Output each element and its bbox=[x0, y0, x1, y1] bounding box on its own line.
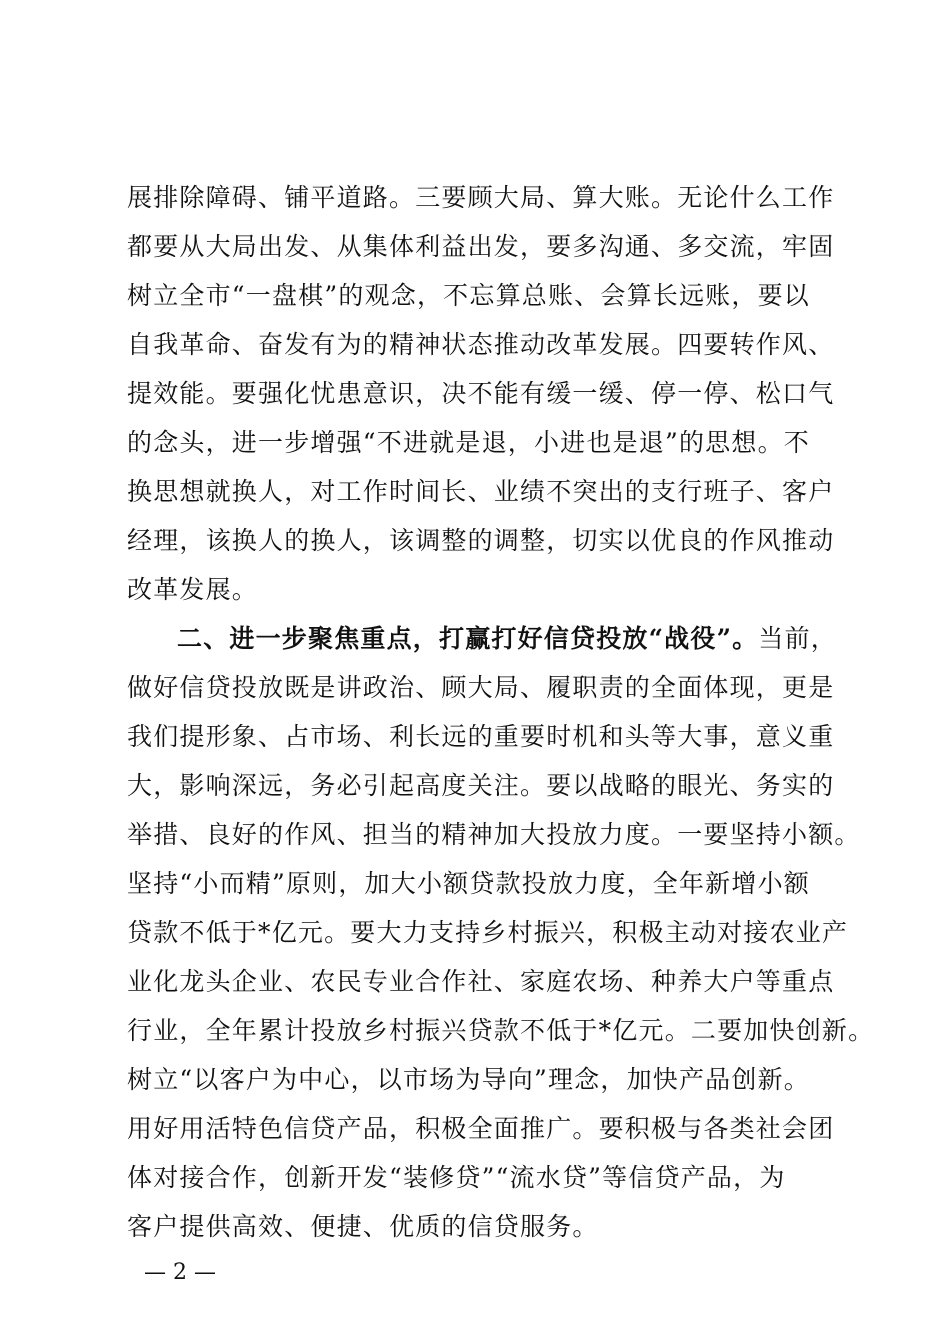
paragraph-line: 的念头，进一步增强“不进就是退，小进也是退”的思想。不 bbox=[127, 428, 810, 457]
page-number: — 2 — bbox=[144, 1260, 216, 1285]
paragraph-line: 客户提供高效、便捷、优质的信贷服务。 bbox=[127, 1212, 599, 1241]
paragraph-line: 提效能。要强化忧患意识，决不能有缓一缓、停一停、松口气 bbox=[127, 379, 835, 408]
paragraph-line: 坚持“小而精”原则，加大小额贷款投放力度，全年新增小额 bbox=[127, 869, 810, 898]
paragraph-line: 换思想就换人，对工作时间长、业绩不突出的支行班子、客户 bbox=[127, 477, 835, 506]
paragraph-line: 自我革命、奋发有为的精神状态推动改革发展。四要转作风、 bbox=[127, 330, 835, 359]
section-heading: 二、进一步聚焦重点，打赢打好信贷投放“战役”。 bbox=[177, 624, 759, 653]
paragraph-line: 做好信贷投放既是讲政治、顾大局、履职责的全面体现，更是 bbox=[127, 673, 835, 702]
paragraph-line: 改革发展。 bbox=[127, 575, 259, 604]
paragraph-line: 经理，该换人的换人，该调整的调整，切实以优良的作风推动 bbox=[127, 526, 835, 555]
section-heading-line bbox=[177, 621, 837, 657]
paragraph-line: 贷款不低于*亿元。要大力支持乡村振兴，积极主动对接农业产 bbox=[127, 918, 849, 947]
paragraph-line: 业化龙头企业、农民专业合作社、家庭农场、种养大户等重点 bbox=[127, 967, 835, 996]
paragraph-line: 树立“以客户为中心，以市场为导向”理念，加快产品创新。 bbox=[127, 1065, 810, 1094]
paragraph-line: 都要从大局出发、从集体利益出发，要多沟通、多交流，牢固 bbox=[127, 232, 835, 261]
paragraph-line: 大，影响深远，务必引起高度关注。要以战略的眼光、务实的 bbox=[127, 771, 835, 800]
paragraph-line: 举措、良好的作风、担当的精神加大投放力度。一要坚持小额。 bbox=[127, 820, 861, 849]
paragraph-line: 展排除障碍、铺平道路。三要顾大局、算大账。无论什么工作 bbox=[127, 183, 835, 212]
paragraph-line: 用好用活特色信贷产品，积极全面推广。要积极与各类社会团 bbox=[127, 1114, 835, 1143]
paragraph-line: 我们提形象、占市场、利长远的重要时机和头等大事，意义重 bbox=[127, 722, 835, 751]
paragraph-line: 体对接合作，创新开发“装修贷”“流水贷”等信贷产品，为 bbox=[127, 1163, 786, 1192]
paragraph-text: 当前， bbox=[758, 624, 837, 653]
paragraph-line: 行业，全年累计投放乡村振兴贷款不低于*亿元。二要加快创新。 bbox=[127, 1016, 875, 1045]
paragraph-line: 树立全市“一盘棋”的观念，不忘算总账、会算长远账，要以 bbox=[127, 281, 810, 310]
